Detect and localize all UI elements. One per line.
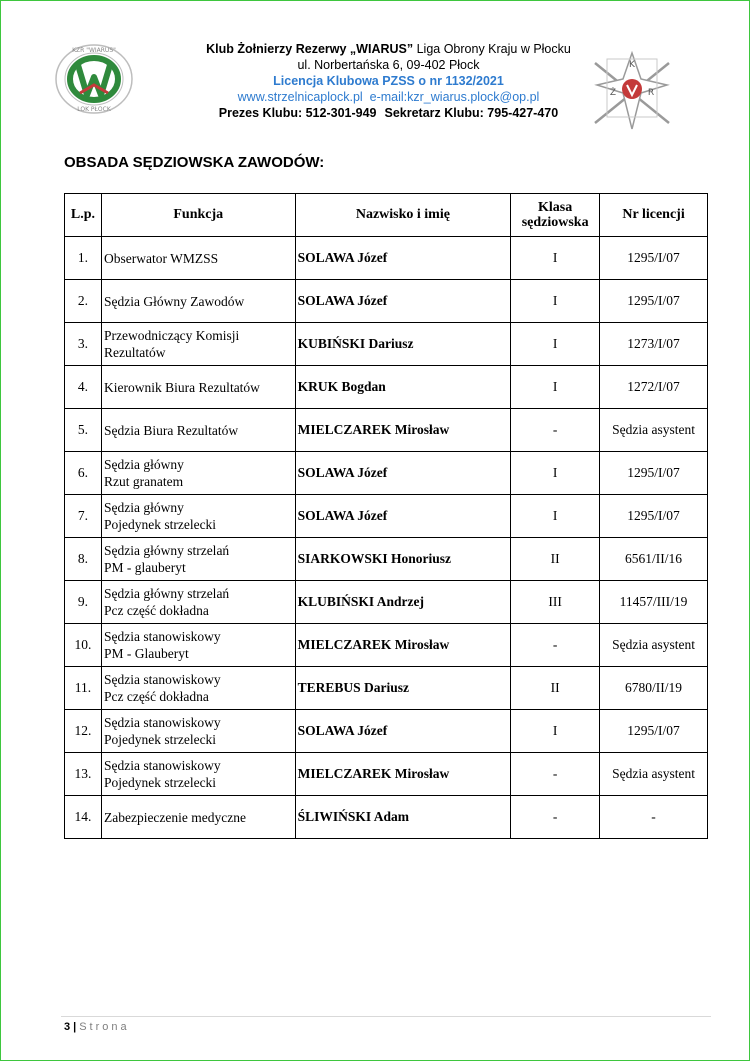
cell-funkcja-line2: Pojedynek strzelecki xyxy=(103,732,217,747)
header-funkcja: Funkcja xyxy=(101,194,295,237)
cell-klasa: I xyxy=(511,280,600,323)
cell-klasa: I xyxy=(511,495,600,538)
cell-funkcja-line1: Sędzia stanowiskowy xyxy=(103,672,221,687)
cell-nazwisko: SOLAWA Józef xyxy=(295,495,511,538)
cell-funkcja-line1: Obserwator WMZSS xyxy=(103,250,219,266)
cell-lp: 8. xyxy=(65,538,102,581)
club-address: ul. Norbertańska 6, 09-402 Płock xyxy=(297,58,480,72)
club-license: Licencja Klubowa PZSS o nr 1132/2021 xyxy=(273,74,504,88)
page-footer xyxy=(64,1021,130,1033)
header-licencja: Nr licencji xyxy=(600,194,708,237)
cell-funkcja xyxy=(101,538,295,581)
table-row xyxy=(65,538,708,581)
cell-funkcja xyxy=(101,452,295,495)
cell-funkcja-line1: Sędzia główny xyxy=(103,500,184,515)
cell-nazwisko: TEREBUS Dariusz xyxy=(295,667,511,710)
cell-licencja: Sędzia asystent xyxy=(600,624,708,667)
cell-funkcja xyxy=(101,495,295,538)
cell-klasa: - xyxy=(511,796,600,839)
table-row xyxy=(65,366,708,409)
cell-funkcja-line2: Pojedynek strzelecki xyxy=(103,517,217,532)
cell-funkcja xyxy=(101,753,295,796)
club-emblem-right xyxy=(589,49,675,133)
cell-nazwisko: KUBIŃSKI Dariusz xyxy=(295,323,511,366)
header-lp: L.p. xyxy=(65,194,102,237)
cell-lp: 6. xyxy=(65,452,102,495)
table-row xyxy=(65,753,708,796)
cell-funkcja xyxy=(101,581,295,624)
cell-klasa: I xyxy=(511,237,600,280)
cell-licencja: Sędzia asystent xyxy=(600,409,708,452)
cell-funkcja xyxy=(101,323,295,366)
cell-licencja: 1295/I/07 xyxy=(600,495,708,538)
header-klasa-line1: Klasa xyxy=(538,200,573,215)
emblem-letter-z: Ż xyxy=(609,88,617,98)
cell-klasa: - xyxy=(511,624,600,667)
cell-funkcja-line1: Przewodniczący Komisji xyxy=(103,328,240,343)
cell-licencja: 1295/I/07 xyxy=(600,280,708,323)
cell-klasa: - xyxy=(511,409,600,452)
cell-funkcja-line2: Pojedynek strzelecki xyxy=(103,775,217,790)
cell-klasa: I xyxy=(511,452,600,495)
club-contact-web xyxy=(151,89,626,105)
cell-funkcja xyxy=(101,710,295,753)
cell-licencja: 6561/II/16 xyxy=(600,538,708,581)
cell-funkcja-line1: Sędzia stanowiskowy xyxy=(103,629,221,644)
cell-funkcja xyxy=(101,237,295,280)
cell-klasa: II xyxy=(511,667,600,710)
cell-lp: 3. xyxy=(65,323,102,366)
cell-klasa: I xyxy=(511,323,600,366)
table-row xyxy=(65,796,708,839)
cell-lp: 12. xyxy=(65,710,102,753)
cell-funkcja-line2: PM - Glauberyt xyxy=(103,646,189,661)
cell-lp: 9. xyxy=(65,581,102,624)
club-phones xyxy=(151,105,626,121)
table-row xyxy=(65,495,708,538)
cell-nazwisko: MIELCZAREK Mirosław xyxy=(295,409,511,452)
cell-lp: 10. xyxy=(65,624,102,667)
cell-nazwisko: KRUK Bogdan xyxy=(295,366,511,409)
cell-licencja: 6780/II/19 xyxy=(600,667,708,710)
cell-licencja: 1295/I/07 xyxy=(600,452,708,495)
cell-lp: 1. xyxy=(65,237,102,280)
table-row xyxy=(65,624,708,667)
judges-table xyxy=(64,193,708,839)
table-row xyxy=(65,409,708,452)
cell-lp: 13. xyxy=(65,753,102,796)
cell-funkcja xyxy=(101,667,295,710)
cell-funkcja-line1: Sędzia główny xyxy=(103,457,184,472)
cell-lp: 4. xyxy=(65,366,102,409)
cell-licencja: - xyxy=(600,796,708,839)
cell-klasa: - xyxy=(511,753,600,796)
cell-funkcja-line2: PM - glauberyt xyxy=(103,560,186,575)
cell-funkcja-line1: Sędzia Główny Zawodów xyxy=(103,293,245,309)
cell-funkcja-line1: Sędzia Biura Rezultatów xyxy=(103,422,239,438)
cell-klasa: II xyxy=(511,538,600,581)
table-header-row xyxy=(65,194,708,237)
cell-nazwisko: SOLAWA Józef xyxy=(295,280,511,323)
section-title: OBSADA SĘDZIOWSKA ZAWODÓW: xyxy=(64,154,325,171)
cell-nazwisko: KLUBIŃSKI Andrzej xyxy=(295,581,511,624)
cell-funkcja-line2: Rezultatów xyxy=(103,345,166,360)
cell-nazwisko: SIARKOWSKI Honoriusz xyxy=(295,538,511,581)
header-klasa-line2: sędziowska xyxy=(521,215,589,230)
table-body xyxy=(65,237,708,839)
svg-text:KZR "WIARUS": KZR "WIARUS" xyxy=(72,47,116,54)
cell-licencja: 1295/I/07 xyxy=(600,710,708,753)
table-row xyxy=(65,237,708,280)
cell-funkcja-line2: Pcz część dokładna xyxy=(103,689,209,704)
cell-funkcja xyxy=(101,409,295,452)
cell-funkcja xyxy=(101,366,295,409)
club-name-bold: Klub Żołnierzy Rezerwy „WIARUS” xyxy=(206,42,414,56)
cell-licencja: 1272/I/07 xyxy=(600,366,708,409)
cell-lp: 2. xyxy=(65,280,102,323)
cell-licencja: Sędzia asystent xyxy=(600,753,708,796)
cell-nazwisko: SOLAWA Józef xyxy=(295,710,511,753)
cell-licencja: 1295/I/07 xyxy=(600,237,708,280)
club-website[interactable]: www.strzelnicaplock.pl xyxy=(237,90,363,104)
president-phone: Prezes Klubu: 512-301-949 xyxy=(218,106,377,120)
header-klasa xyxy=(511,194,600,237)
cell-klasa: III xyxy=(511,581,600,624)
table-row xyxy=(65,323,708,366)
cell-lp: 11. xyxy=(65,667,102,710)
cell-lp: 5. xyxy=(65,409,102,452)
cell-funkcja xyxy=(101,280,295,323)
table-row xyxy=(65,452,708,495)
table-row xyxy=(65,581,708,624)
cell-funkcja-line2: Pcz część dokładna xyxy=(103,603,209,618)
table-row xyxy=(65,280,708,323)
svg-text:LOK PŁOCK: LOK PŁOCK xyxy=(77,106,111,113)
cell-funkcja-line1: Sędzia główny strzelań xyxy=(103,586,230,601)
footer-separator: | xyxy=(73,1021,77,1033)
club-logo-left xyxy=(54,43,134,115)
cell-licencja: 11457/III/19 xyxy=(600,581,708,624)
cell-funkcja-line1: Sędzia stanowiskowy xyxy=(103,758,221,773)
cell-funkcja-line1: Sędzia stanowiskowy xyxy=(103,715,221,730)
cell-nazwisko: MIELCZAREK Mirosław xyxy=(295,624,511,667)
emblem-letter-r: R xyxy=(647,88,655,98)
cell-klasa: I xyxy=(511,710,600,753)
page-number: 3 xyxy=(64,1021,71,1033)
cell-funkcja-line2: Rzut granatem xyxy=(103,474,184,489)
emblem-letter-k: K xyxy=(629,60,635,70)
page-word: Strona xyxy=(79,1021,130,1033)
cell-funkcja-line1: Kierownik Biura Rezultatów xyxy=(103,379,260,395)
cell-lp: 14. xyxy=(65,796,102,839)
cell-funkcja xyxy=(101,624,295,667)
club-name-rest: Liga Obrony Kraju w Płocku xyxy=(413,42,571,56)
cell-licencja: 1273/I/07 xyxy=(600,323,708,366)
footer-divider xyxy=(61,1016,711,1017)
club-header xyxy=(151,41,626,121)
cell-nazwisko: MIELCZAREK Mirosław xyxy=(295,753,511,796)
table-row xyxy=(65,710,708,753)
club-email[interactable]: e-mail:kzr_wiarus.plock@op.pl xyxy=(369,90,540,104)
cell-lp: 7. xyxy=(65,495,102,538)
cell-nazwisko: SOLAWA Józef xyxy=(295,237,511,280)
cell-funkcja-line1: Zabezpieczenie medyczne xyxy=(103,809,246,825)
cell-nazwisko: ŚLIWIŃSKI Adam xyxy=(295,796,511,839)
header-nazwisko: Nazwisko i imię xyxy=(295,194,511,237)
cell-funkcja-line1: Sędzia główny strzelań xyxy=(103,543,230,558)
club-name-line xyxy=(151,41,626,57)
cell-klasa: I xyxy=(511,366,600,409)
secretary-phone: Sekretarz Klubu: 795-427-470 xyxy=(384,106,559,120)
cell-funkcja xyxy=(101,796,295,839)
cell-nazwisko: SOLAWA Józef xyxy=(295,452,511,495)
table-row xyxy=(65,667,708,710)
